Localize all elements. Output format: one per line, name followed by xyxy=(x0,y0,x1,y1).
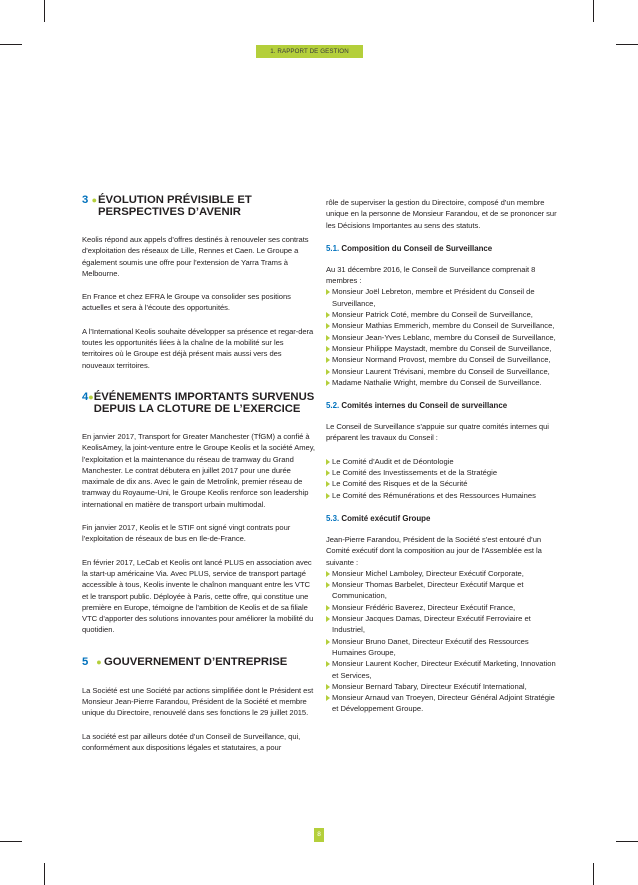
paragraph: Jean-Pierre Farandou, Président de la Société s’est entouré d’un Comité exécutif dont la composition au jour de l’Assemblée est la suivante : xyxy=(326,534,542,567)
list-item: Madame Nathalie Wright, membre du Conseil de Surveillance. xyxy=(326,377,560,388)
subsection-title: Comité exécutif Groupe xyxy=(341,513,431,523)
subsection-5-3-heading xyxy=(326,513,560,524)
list-item: Monsieur Normand Provost, membre du Conseil de Surveillance, xyxy=(326,354,560,365)
list-item: Monsieur Joël Lebreton, membre et Président du Conseil de Surveillance, xyxy=(326,286,560,309)
section-number: 4 xyxy=(82,390,89,403)
section-number: 5 xyxy=(82,655,89,668)
section-5-heading xyxy=(82,656,316,669)
bullet-dot-icon: ● xyxy=(88,391,94,402)
list-item: Monsieur Arnaud van Troeyen, Directeur Général Adjoint Stratégie et Développement Groupe. xyxy=(326,692,560,715)
section-number: 3 xyxy=(82,194,89,206)
paragraph: Au 31 décembre 2016, le Conseil de Surveillance comprenait 8 membres : xyxy=(326,264,536,286)
left-column xyxy=(82,194,316,765)
paragraph: Fin janvier 2017, Keolis et le STIF ont signé vingt contrats pour l’exploitation de réseaux de bus en Ile-de-France. xyxy=(82,523,291,544)
paragraph: En janvier 2017, Transport for Greater Manchester (TfGM) a confié à KeolisAmey, la joint-venture entre le Groupe Keolis et la société Amey, l’exploitation et la maintenance du réseau de tramway du Grand Manchester. Le contrat débutera en juillet 2017 pour une durée maximale de dix ans. Avec le gain de Metrolink, premier réseau de tramway du Royaume-Uni, le Groupe Keolis renforce son leadership international en matière de transport urbain multimodal. xyxy=(82,431,315,509)
list-item: Monsieur Frédéric Baverez, Directeur Exécutif France, xyxy=(326,602,560,613)
crop-mark xyxy=(0,841,22,842)
right-column xyxy=(326,197,560,727)
section-title: GOUVERNEMENT D’ENTREPRISE xyxy=(104,655,288,668)
list-item: Le Comité des Rémunérations et des Ressources Humaines xyxy=(326,490,560,501)
section-title: ÉVÉNEMENTS IMPORTANTS SURVENUS DEPUIS LA CLOTURE DE L’EXERCICE xyxy=(93,390,315,415)
crop-mark xyxy=(616,44,638,45)
subsection-number: 5.2. xyxy=(326,401,340,411)
paragraph: Keolis répond aux appels d’offres destinés à renouveler ses contrats d’exploitation des réseaux de Lille, Rennes et Caen. Le Groupe a également soumis une offre pour l’extension de Yarra Trams à Melbourne. xyxy=(82,235,309,278)
list-item: Monsieur Bruno Danet, Directeur Exécutif des Ressources Humaines Groupe, xyxy=(326,636,560,659)
paragraph: La Société est une Société par actions simplifiée dont le Président est Monsieur Jean-Pierre Farandou, Président de la Société et membre unique du Directoire, renouvelé dans ses fonctions le 29 juillet 2015. xyxy=(82,685,314,718)
subsection-5-2-heading xyxy=(326,400,560,411)
section-4-heading xyxy=(82,391,316,415)
crop-mark xyxy=(0,44,22,45)
list-item: Monsieur Patrick Coté, membre du Conseil de Surveillance, xyxy=(326,309,560,320)
list-item: Monsieur Thomas Barbelet, Directeur Exécutif Marque et Communication, xyxy=(326,579,560,602)
subsection-number: 5.3. xyxy=(326,513,340,523)
list-item: Monsieur Mathias Emmerich, membre du Conseil de Surveillance, xyxy=(326,320,560,331)
list-item: Monsieur Jacques Damas, Directeur Exécutif Ferroviaire et Industriel, xyxy=(326,613,560,636)
list-item: Monsieur Bernard Tabary, Directeur Exécutif International, xyxy=(326,681,560,692)
subsection-5-1-heading xyxy=(326,243,560,254)
crop-mark xyxy=(593,863,594,885)
subsection-title: Comités internes du Conseil de surveillance xyxy=(341,401,508,411)
list-item: Le Comité des Risques et de la Sécurité xyxy=(326,478,560,489)
crop-mark xyxy=(44,863,45,885)
paragraph: rôle de superviser la gestion du Directoire, composé d’un membre unique en la personne de Monsieur Farandou, et de se prononcer sur les Décisions Importantes au sens des statuts. xyxy=(326,198,557,230)
list-item: Monsieur Laurent Trévisani, membre du Conseil de Surveillance, xyxy=(326,366,560,377)
chapter-tag: 1. RAPPORT DE GESTION xyxy=(256,45,363,58)
crop-mark xyxy=(593,0,594,22)
list-item: Monsieur Michel Lamboley, Directeur Exécutif Corporate, xyxy=(326,568,560,579)
crop-mark xyxy=(44,0,45,22)
paragraph: En février 2017, LeCab et Keolis ont lancé PLUS en association avec la start-up américaine Via. Avec PLUS, service de transport partagé accessible à tous, Keolis invente le chaînon manquant entre les VTC et le transport public. Déployée à Paris, cette offre, qui constitue une première en Europe, témoigne de l’ambition de Keolis et de sa filiale VTC d’apporter des solutions innovantes pour améliorer la mobilité du quotidien. xyxy=(82,557,314,635)
page-number: 8 xyxy=(314,828,324,842)
list-item: Le Comité d’Audit et de Déontologie xyxy=(326,456,560,467)
crop-mark xyxy=(616,841,638,842)
list-item: Monsieur Philippe Maystadt, membre du Conseil de Surveillance, xyxy=(326,343,560,354)
subsection-title: Composition du Conseil de Surveillance xyxy=(341,243,493,253)
committees-list xyxy=(326,456,560,501)
paragraph: La société est par ailleurs dotée d’un Conseil de Surveillance, qui, conformément aux dispositions légales et statutaires, a pour xyxy=(82,731,301,752)
executive-committee-list xyxy=(326,568,560,715)
list-item: Monsieur Jean-Yves Leblanc, membre du Conseil de Surveillance, xyxy=(326,332,560,343)
bullet-dot-icon: ● xyxy=(96,656,102,667)
paragraph: A l’International Keolis souhaite développer sa présence et regar-dera toutes les opportunités liées à la chaîne de la mobilité sur les territoires où le Groupe est déjà présent mais aussi vers des nouveaux territoires. xyxy=(82,326,314,370)
bullet-dot-icon: ● xyxy=(91,195,98,205)
section-title: ÉVOLUTION PRÉVISIBLE ET PERSPECTIVES D’AVENIR xyxy=(97,194,252,218)
section-3-heading xyxy=(82,194,316,218)
list-item: Monsieur Laurent Kocher, Directeur Exécutif Marketing, Innovation et Services, xyxy=(326,658,560,681)
supervisory-board-list xyxy=(326,286,560,388)
subsection-number: 5.1. xyxy=(326,243,340,253)
list-item: Le Comité des Investissements et de la Stratégie xyxy=(326,467,560,478)
paragraph: Le Conseil de Surveillance s’appuie sur quatre comités internes qui préparent les travaux du Conseil : xyxy=(326,422,549,443)
paragraph: En France et chez EFRA le Groupe va consolider ses positions actuelles et sera à l’écoute des opportunités. xyxy=(82,292,291,313)
